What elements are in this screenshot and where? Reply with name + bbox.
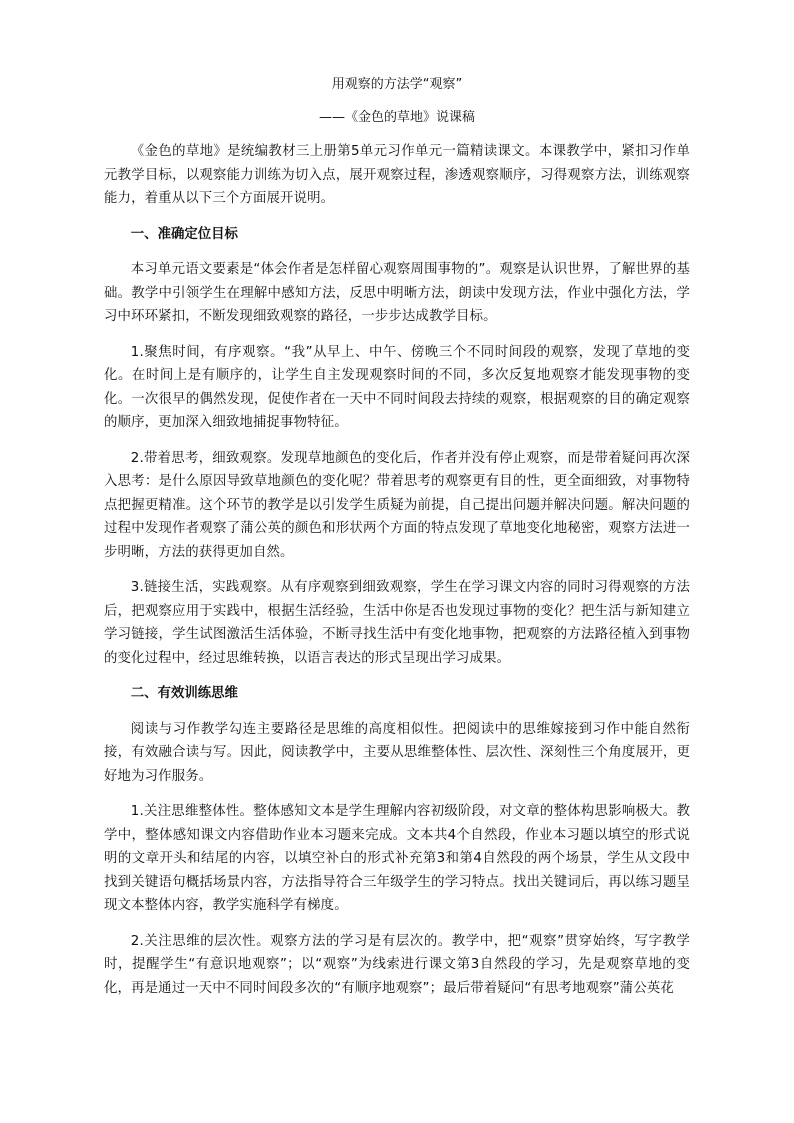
section1-paragraph-2: 1.聚焦时间，有序观察。“我”从早上、中午、傍晚三个不同时间段的观察，发现了草地的变化。在时间上是有顺序的，让学生自主发现观察时间的不同，多次反复地观察才能发现事物的变化。一次很早的偶然发现，促使作者在一天中不同时间段去持续的观察，根据观察的目的确定观察的顺序，更加深入细致地捕捉事物特征。: [104, 344, 690, 430]
section2-paragraph-2: 1.关注思维整体性。整体感知文本是学生理解内容初级阶段，对文章的整体构思影响极大。教学中，整体感知课文内容借助作业本习题来完成。文本共4个自然段，作业本习题以填空的形式说明的文章开头和结尾的内容，以填空补白的形式补充第3和第4自然段的两个场景，学生从文段中找到关键语句概括场景内容，方法指导符合三年级学生的学习特点。找出关键词后，再以练习题呈现文本整体内容，教学实施科学有梯度。: [104, 804, 690, 913]
document-page: [104, 74, 690, 1012]
section2-paragraph-3: 2.关注思维的层次性。观察方法的学习是有层次的。教学中，把“观察”贯穿始终，写字教学时，提醒学生“有意识地观察”；以“观察”为线索进行课文第3自然段的学习，先是观察草地的变化，再是通过一天中不同时间段多次的“有顺序地观察”；最后带着疑问“有思考地观察”蒲公英花: [104, 933, 690, 996]
section-heading-1: 一、准确定位目标: [130, 226, 238, 242]
document-subtitle: ——《金色的草地》说课稿: [318, 110, 475, 125]
intro-paragraph: 《金色的草地》是统编教材三上册第5单元习作单元一篇精读课文。本课教学中，紧扣习作单元教学目标，以观察能力训练为切入点，展开观察过程，渗透观察顺序，习得观察方法，训练观察能力，着重从以下三个方面展开说明。: [104, 144, 690, 206]
section1-paragraph-3: 2.带着思考，细致观察。发现草地颜色的变化后，作者并没有停止观察，而是带着疑问再次深入思考：是什么原因导致草地颜色的变化呢？带着思考的观察更有目的性，更全面细致，对事物特点把握更精准。这个环节的教学是以引发学生质疑为前提，自己提出问题并解决问题。解决问题的过程中发现作者观察了蒲公英的颜色和形状两个方面的特点发现了草地变化地秘密，观察方法进一步明晰，方法的获得更加自然。: [104, 450, 690, 560]
section1-paragraph-1: 本习单元语文要素是“体会作者是怎样留心观察周围事物的”。观察是认识世界，了解世界的基础。教学中引领学生在理解中感知方法，反思中明晰方法，朗读中发现方法，作业中强化方法，学习中环环紧扣，不断发现细致观察的路径，一步步达成教学目标。: [104, 262, 690, 324]
section1-paragraph-4: 3.链接生活，实践观察。从有序观察到细致观察，学生在学习课文内容的同时习得观察的方法后，把观察应用于实践中，根据生活经验，生活中你是否也发现过事物的变化？把生活与新知建立学习链接，学生试图激活生活体验，不断寻找生活中有变化地事物，把观察的方法路径植入到事物的变化过程中，经过思维转换，以语言表达的形式呈现出学习成果。: [104, 580, 690, 666]
section-heading-2: 二、有效训练思维: [130, 686, 238, 701]
section2-paragraph-1: 阅读与习作教学勾连主要路径是思维的高度相似性。把阅读中的思维嫁接到习作中能自然衔接，有效融合读与写。因此，阅读教学中，主要从思维整体性、层次性、深刻性三个角度展开，更好地为习作服务。: [104, 721, 690, 784]
document-title: 用观察的方法学“观察”: [331, 77, 463, 92]
